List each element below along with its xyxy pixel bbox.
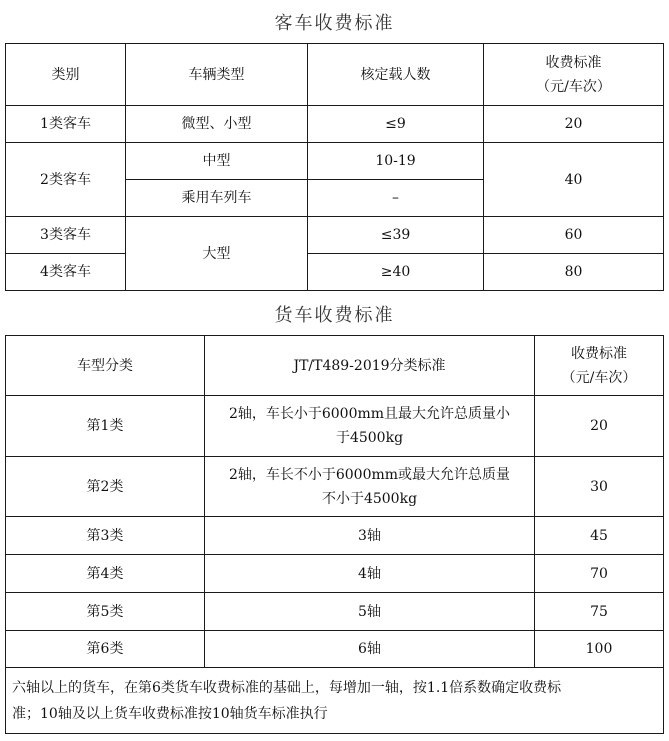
- header-fee-line1: 收费标准: [545, 54, 602, 71]
- standard-cell: 6轴: [205, 631, 535, 668]
- header-fee: [484, 44, 664, 106]
- table-row: [6, 143, 664, 180]
- table-row: [6, 106, 664, 143]
- fee-cell: 30: [535, 457, 664, 517]
- fee-cell: 70: [535, 555, 664, 593]
- type-cell: 第2类: [6, 457, 205, 517]
- table-row: [6, 396, 664, 457]
- table-row: [6, 555, 664, 593]
- fee-cell: 100: [535, 631, 664, 668]
- truck-fee-title: 货车收费标准: [274, 305, 395, 326]
- capacity-cell: ≥40: [308, 254, 484, 291]
- note-line1: 六轴以上的货车，在第6类货车收费标准的基础上，每增加一轴，按1.1倍系数确定收费标: [12, 679, 562, 696]
- vehicle-type-cell: 乘用车列车: [126, 180, 308, 217]
- table-row: [6, 217, 664, 254]
- table-row: [6, 631, 664, 668]
- truck-fee-table: [5, 335, 664, 734]
- table-header-row: [6, 336, 664, 396]
- fee-cell: 20: [484, 106, 664, 143]
- header-fee-line2: （元/车次）: [536, 78, 611, 95]
- capacity-cell: ≤39: [308, 217, 484, 254]
- header-fee-line1: 收费标准: [571, 345, 627, 362]
- category-cell: 2类客车: [6, 143, 126, 217]
- passenger-fee-title: 客车收费标准: [274, 13, 395, 34]
- capacity-cell: –: [308, 180, 484, 217]
- fee-cell: 40: [484, 143, 664, 217]
- capacity-cell: 10-19: [308, 143, 484, 180]
- header-standard: JT/T489-2019分类标准: [205, 336, 535, 396]
- table-row: [6, 457, 664, 517]
- header-fee: [535, 336, 664, 396]
- category-cell: 4类客车: [6, 254, 126, 291]
- standard-cell: [205, 457, 535, 517]
- standard-cell: 4轴: [205, 555, 535, 593]
- header-category: 类别: [6, 44, 126, 106]
- type-cell: 第6类: [6, 631, 205, 668]
- category-cell: 3类客车: [6, 217, 126, 254]
- vehicle-type-cell: 微型、小型: [126, 106, 308, 143]
- fee-cell: 80: [484, 254, 664, 291]
- table-header-row: [6, 44, 664, 106]
- note-cell: [6, 668, 664, 734]
- standard-line1: 2轴，车长不小于6000mm或最大允许总质量: [228, 466, 511, 483]
- header-vehicle-type: 车辆类型: [126, 44, 308, 106]
- table-row: [6, 254, 664, 291]
- header-capacity: 核定载人数: [308, 44, 484, 106]
- fee-cell: 45: [535, 517, 664, 555]
- header-fee-line2: （元/车次）: [561, 369, 637, 386]
- passenger-fee-table: [5, 43, 664, 291]
- note-line2: 准；10轴及以上货车收费标准按10轴货车标准执行: [12, 705, 328, 722]
- capacity-cell: ≤9: [308, 106, 484, 143]
- fee-cell: 20: [535, 396, 664, 457]
- standard-line1: 2轴，车长小于6000mm且最大允许总质量小: [228, 406, 511, 422]
- standard-cell: 5轴: [205, 593, 535, 631]
- fee-cell: 75: [535, 593, 664, 631]
- standard-cell: [205, 396, 535, 457]
- table-row: [6, 517, 664, 555]
- type-cell: 第1类: [6, 396, 205, 457]
- standard-cell: 3轴: [205, 517, 535, 555]
- standard-line2: 于4500kg: [335, 430, 404, 446]
- fee-cell: 60: [484, 217, 664, 254]
- table-row: [6, 593, 664, 631]
- header-type: 车型分类: [6, 336, 205, 396]
- type-cell: 第5类: [6, 593, 205, 631]
- type-cell: 第4类: [6, 555, 205, 593]
- category-cell: 1类客车: [6, 106, 126, 143]
- standard-line2: 不小于4500kg: [321, 490, 418, 507]
- type-cell: 第3类: [6, 517, 205, 555]
- vehicle-type-cell: 中型: [126, 143, 308, 180]
- vehicle-type-cell: 大型: [126, 217, 308, 291]
- note-row: [6, 668, 664, 734]
